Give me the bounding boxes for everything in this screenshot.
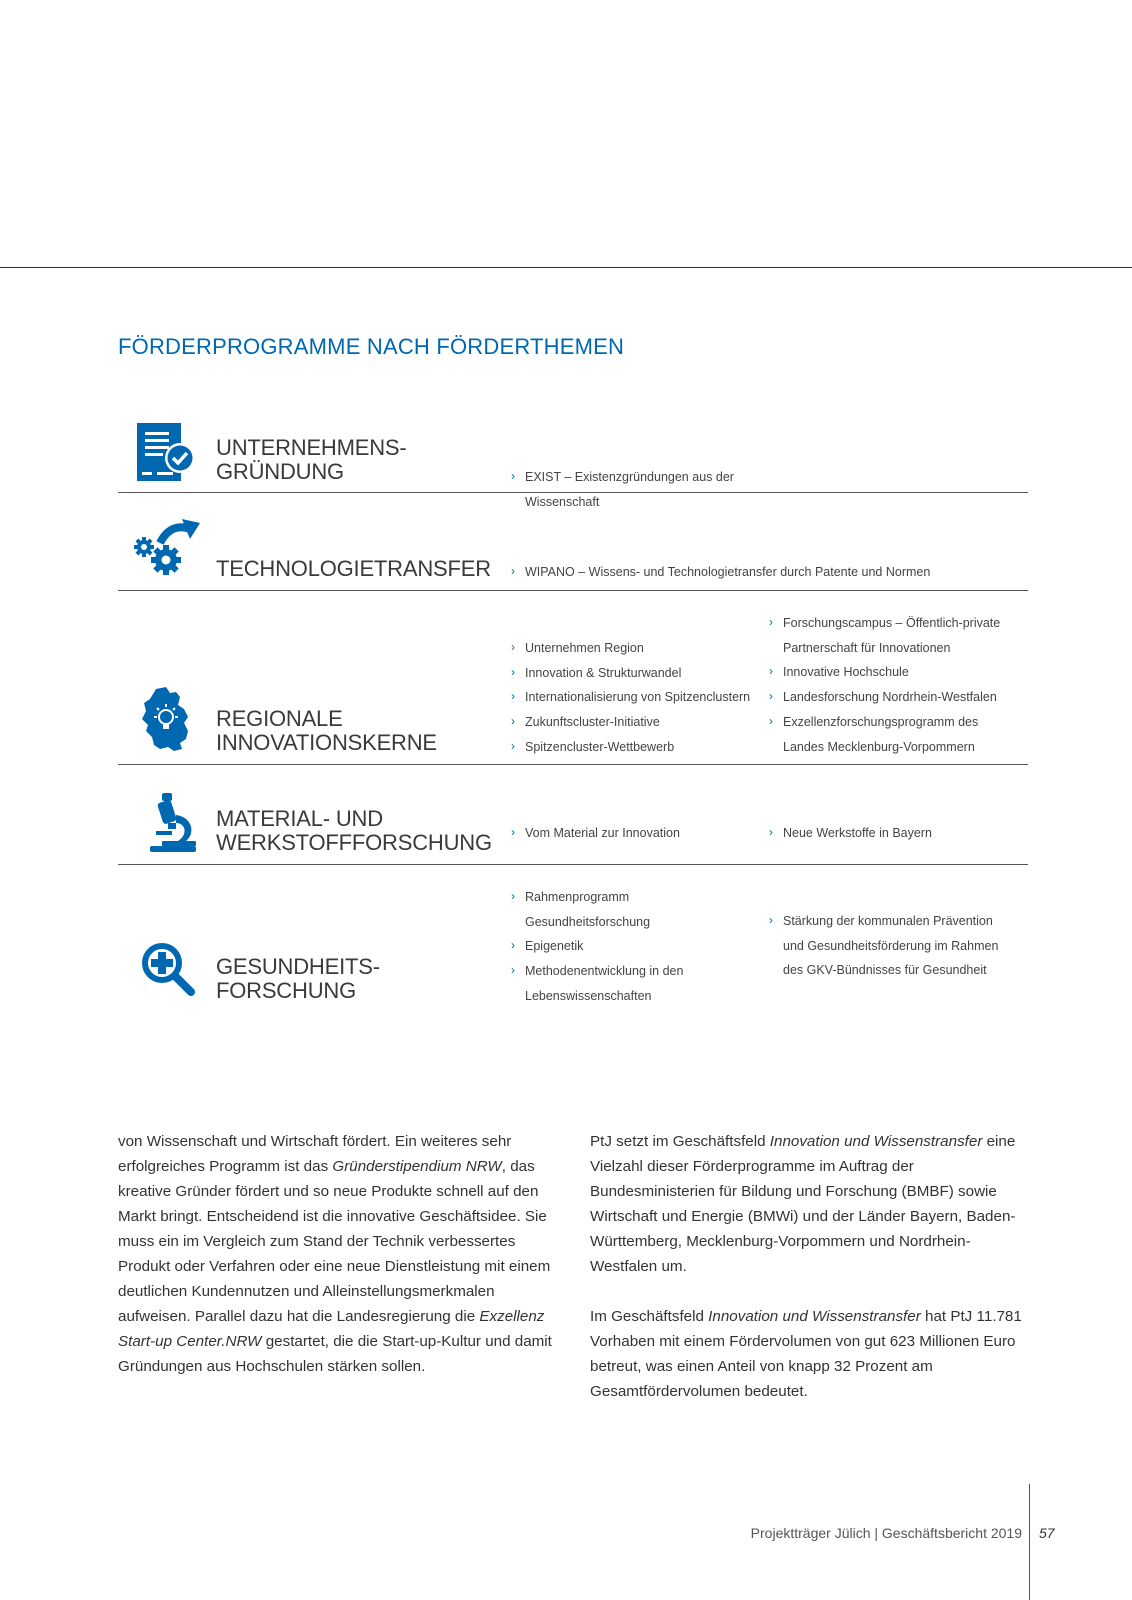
- footer-text: Projektträger Jülich | Geschäftsbericht 2019: [750, 1525, 1022, 1541]
- program-list: [510, 885, 710, 1009]
- germany-lightbulb-icon: [140, 687, 192, 753]
- program-item: › Landesforschung Nordrhein-Westfalen: [768, 685, 1013, 710]
- paragraph: von Wissenschaft und Wirtschaft fördert. Ein weiteres sehr erfolgreiches Programm ist das Gründerstipendium NRW, das kreative Gründer fördert und so neue Produkte schnell auf den Markt bringt. Entscheidend ist die innovative Geschäftsidee. Sie muss ein im Vergleich zum Stand der Technik verbessertes Produkt oder Verfahren oder eine neue Dienstleistung mit einem deutlichen Kundennutzen und Alleinstellungsmerkmalen aufweisen. Parallel dazu hat die Landesregierung die Exzellenz Start-up Center.NRW gestartet, die die Start-up-Kultur und damit Gründungen aus Hochschulen stärken sollen.: [118, 1133, 552, 1375]
- program-list: [768, 909, 1013, 983]
- paragraph: Im Geschäftsfeld Innovation und Wissenstransfer hat PtJ 11.781 Vorhaben mit einem Fördervolumen von gut 623 Millionen Euro betreut, was einen Anteil von knapp 32 Prozent am Gesamtfördervolumen bedeutet.: [590, 1308, 1022, 1400]
- program-item: › Neue Werkstoffe in Bayern: [768, 821, 1028, 846]
- program-item: › Spitzencluster-Wettbewerb: [510, 735, 760, 760]
- topic-label: UNTERNEHMENS- GRÜNDUNG: [216, 435, 407, 484]
- topic-label: REGIONALE INNOVATIONSKERNE: [216, 706, 437, 755]
- program-item: › Forschungscampus – Öffentlich-private Partnerschaft für Innovationen: [768, 611, 1013, 660]
- body-text-right: [590, 1129, 1030, 1429]
- program-item: › Exzellenzforschungsprogramm des Landes Mecklenburg-Vorpommern: [768, 710, 1013, 759]
- program-list: [768, 611, 1013, 759]
- program-item: › Methodenentwicklung in den Lebenswissenschaften: [510, 959, 710, 1008]
- topic-label: MATERIAL- UND WERKSTOFFFORSCHUNG: [216, 806, 492, 855]
- program-list: [510, 560, 1030, 585]
- program-item: › WIPANO – Wissens- und Technologietransfer durch Patente und Normen: [510, 560, 1030, 585]
- topic-label: TECHNOLOGIETRANSFER: [216, 556, 491, 581]
- topic-row-gesundheitsforschung: [118, 865, 1028, 1015]
- program-list: [510, 636, 760, 760]
- program-item: › Innovative Hochschule: [768, 660, 1013, 685]
- topic-row-technologietransfer: [118, 493, 1028, 591]
- program-item: › EXIST – Existenzgründungen aus der Wissenschaft: [510, 465, 760, 514]
- magnifier-plus-icon: [140, 941, 196, 997]
- page-number: 57: [1039, 1525, 1055, 1541]
- document-check-icon: [136, 422, 200, 484]
- program-item: › Stärkung der kommunalen Prävention und Gesundheitsförderung im Rahmen des GKV-Bündnisses für Gesundheit: [768, 909, 1013, 983]
- body-text-left: [118, 1129, 558, 1404]
- program-list: [510, 821, 760, 846]
- program-list: [768, 821, 1028, 846]
- topic-row-unternehmensgruendung: [118, 400, 1028, 509]
- topic-label: GESUNDHEITS- FORSCHUNG: [216, 954, 380, 1003]
- program-item: › Internationalisierung von Spitzenclustern: [510, 685, 760, 710]
- program-item: › Innovation & Strukturwandel: [510, 661, 760, 686]
- program-item: › Vom Material zur Innovation: [510, 821, 760, 846]
- footer-divider: [1029, 1484, 1030, 1600]
- top-rule: [0, 267, 1132, 268]
- paragraph: PtJ setzt im Geschäftsfeld Innovation und Wissenstransfer eine Vielzahl dieser Förderprogramme im Auftrag der Bundesministerien für Bildung und Forschung (BMBF) sowie Wirtschaft und Energie (BMWi) und der Länder Bayern, Baden-Württemberg, Mecklenburg-Vorpommern und Nordrhein-Westfalen um.: [590, 1133, 1016, 1275]
- topic-row-material-werkstoffforschung: [118, 765, 1028, 865]
- program-item: › Unternehmen Region: [510, 636, 760, 661]
- gears-arrow-icon: [130, 517, 200, 579]
- topic-row-regionale-innovationskerne: [118, 591, 1028, 765]
- program-item: › Rahmenprogramm Gesundheitsforschung: [510, 885, 710, 934]
- program-item: › Epigenetik: [510, 934, 710, 959]
- microscope-icon: [150, 793, 196, 853]
- section-title: FÖRDERPROGRAMME NACH FÖRDERTHEMEN: [118, 334, 625, 359]
- program-item: › Zukunftscluster-Initiative: [510, 710, 760, 735]
